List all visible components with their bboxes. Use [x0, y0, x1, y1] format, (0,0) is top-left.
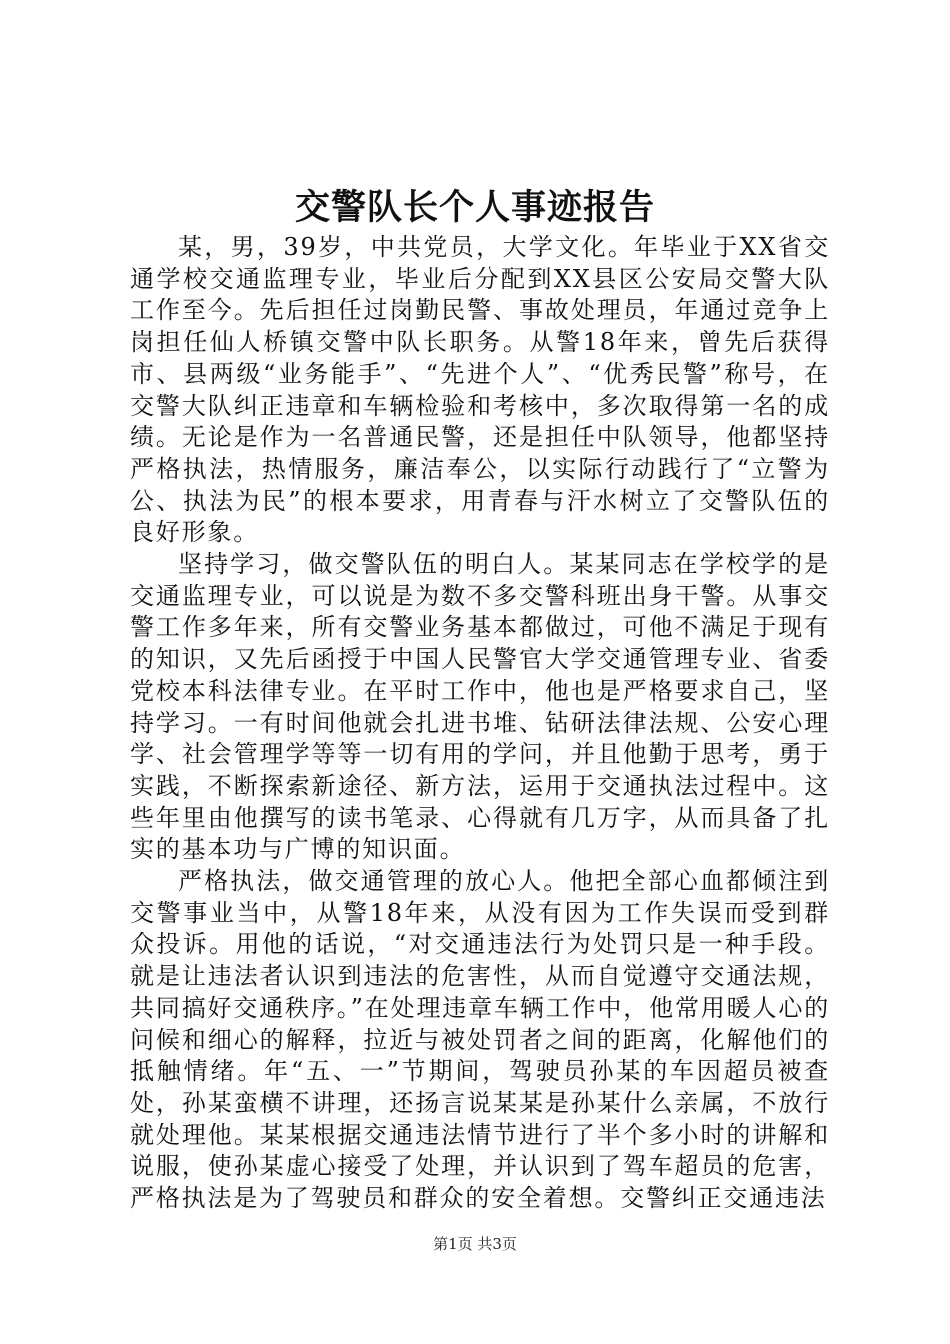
document-body — [130, 232, 830, 1215]
paragraph-law-enforcement: 严格执法，做交通管理的放心人。他把全部心血都倾注到交警事业当中，从警18年来，从没有因为工作失误而受到群众投诉。用他的话说，“对交通违法行为处罚只是一种手段。就是让违法者认识到违法的危害性，从而自觉遵守交通法规，共同搞好交通秩序。”在处理违章车辆工作中，他常用暖人心的问候和细心的解释，拉近与被处罚者之间的距离，化解他们的抵触情绪。年“五、一”节期间，驾驶员孙某的车因超员被查处，孙某蛮横不讲理，还扬言说某某是孙某什么亲属，不放行就处理他。某某根据交通违法情节进行了半个多小时的讲解和说服，使孙某虚心接受了处理，并认识到了驾车超员的危害，严格执法是为了驾驶员和群众的安全着想。交警纠正交通违法 — [130, 867, 830, 1213]
page-footer: 第1页 共3页 — [433, 1235, 517, 1253]
document-title: 交警队长个人事迹报告 — [294, 187, 655, 228]
paragraph-study: 坚持学习，做交警队伍的明白人。某某同志在学校学的是交通监理专业，可以说是为数不多交警科班出身干警。从事交警工作多年来，所有交警业务基本都做过，可他不满足于现有的知识，又先后函授于中国人民警官大学交通管理专业、省委党校本科法律专业。在平时工作中，他也是严格要求自己，坚持学习。一有时间他就会扎进书堆、钻研法律法规、公安心理学、社会管理学等等一切有用的学问，并且他勤于思考，勇于实践，不断探索新途径、新方法，运用于交通执法过程中。这些年里由他撰写的读书笔录、心得就有几万字，从而具备了扎实的基本功与广博的知识面。 — [130, 550, 830, 864]
paragraph-intro: 某，男，39岁，中共党员，大学文化。年毕业于XX省交通学校交通监理专业，毕业后分配到XX县区公安局交警大队工作至今。先后担任过岗勤民警、事故处理员，年通过竞争上岗担任仙人桥镇交警中队长职务。从警18年来，曾先后获得市、县两级“业务能手”、“先进个人”、“优秀民警”称号，在交警大队纠正违章和车辆检验和考核中，多次取得第一名的成绩。无论是作为一名普通民警，还是担任中队领导，他都坚持严格执法，热情服务，廉洁奉公，以实际行动践行了“立警为公、执法为民”的根本要求，用青春与汗水树立了交警队伍的良好形象。 — [130, 233, 830, 547]
